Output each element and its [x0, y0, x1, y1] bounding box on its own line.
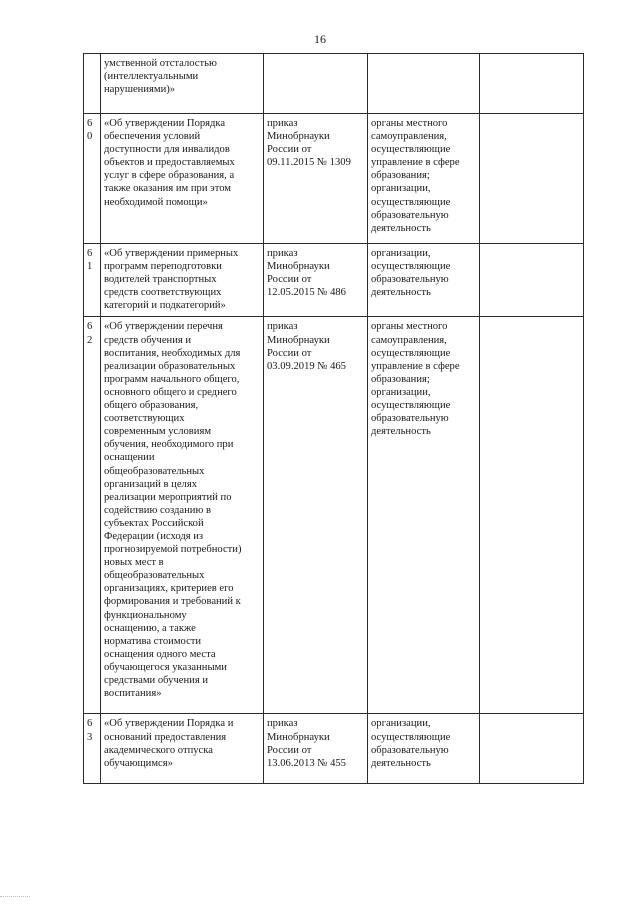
act-title-line: также оказания им при этом	[104, 183, 232, 195]
row-number: 63	[87, 718, 93, 743]
act-title-line: программ начального общего,	[104, 373, 240, 385]
act-title-line: средств соответствующих	[104, 287, 222, 299]
act-title-line: общеобразовательных	[104, 570, 205, 582]
responsible-bodies-line: осуществляющие	[371, 400, 451, 412]
act-title-line: организациях, критериев его	[104, 583, 234, 595]
act-title-line: соответствующих	[104, 413, 185, 425]
responsible-bodies-line: деятельность	[371, 222, 431, 234]
empty-cell	[480, 714, 584, 784]
act-title-cell	[101, 714, 264, 784]
responsible-bodies-line: организации,	[371, 386, 431, 398]
act-title-line: общеобразовательных	[104, 465, 205, 477]
order-reference-line: приказ	[267, 718, 298, 730]
act-title-line: реализации мероприятий по	[104, 491, 232, 503]
act-title-cell	[101, 54, 264, 114]
empty-cell	[480, 317, 584, 714]
regulations-table	[83, 53, 584, 784]
act-title-line: средствами обучения и	[104, 675, 209, 686]
responsible-bodies-line: образовательную	[371, 744, 449, 756]
act-title-line: содействию созданию в	[104, 504, 212, 516]
act-title-line: оснащению, а также	[104, 622, 196, 634]
order-reference-line: России от	[267, 347, 312, 359]
act-title-line: «Об утверждении Порядка и	[104, 718, 234, 730]
table-row	[84, 54, 584, 114]
responsible-bodies-line: образовательную	[371, 274, 449, 286]
row-number: 60	[87, 118, 93, 143]
responsible-bodies-line: осуществляющие	[371, 261, 451, 273]
row-number: 61	[87, 248, 93, 273]
act-title-line: воспитания»	[104, 688, 162, 700]
row-number: 62	[87, 321, 93, 346]
responsible-bodies-line: организации,	[371, 248, 431, 259]
responsible-bodies-line: осуществляющие	[371, 144, 451, 156]
order-reference-line: России от	[267, 274, 312, 286]
order-reference-cell	[264, 714, 368, 784]
responsible-bodies-line: осуществляющие	[371, 347, 451, 359]
act-title-line: оснащении	[104, 452, 155, 464]
act-title-line: организаций в целях	[104, 478, 198, 490]
act-title-line: оснований предоставления	[104, 731, 227, 743]
act-title-line: услуг в сфере образования, а	[104, 170, 235, 182]
act-title-line: функциональному	[104, 609, 187, 621]
act-title-line: объектов и предоставляемых	[104, 157, 235, 169]
act-title-line: обеспечения условий	[104, 131, 201, 143]
act-title-line: воспитания, необходимых для	[104, 347, 241, 359]
responsible-bodies-line: деятельность	[371, 757, 431, 769]
act-title-cell	[101, 114, 264, 244]
empty-cell	[480, 244, 584, 317]
responsible-bodies-line: осуществляющие	[371, 196, 451, 208]
act-title-line: «Об утверждении перечня	[104, 321, 223, 333]
order-reference-cell	[264, 244, 368, 317]
responsible-bodies-cell	[368, 317, 480, 714]
order-reference-line: 03.09.2019 № 465	[267, 360, 346, 372]
act-title-line: программ переподготовки	[104, 261, 222, 273]
responsible-bodies-cell	[368, 54, 480, 114]
table-row	[84, 714, 584, 784]
responsible-bodies-cell	[368, 114, 480, 244]
act-title-line: водителей транспортных	[104, 274, 217, 286]
responsible-bodies-line: самоуправления,	[371, 334, 447, 346]
responsible-bodies-line: органы местного	[371, 118, 448, 129]
act-title-line: формирования и требований к	[104, 596, 241, 608]
act-title-line: умственной отсталостью	[104, 58, 217, 69]
act-title-line: доступности для инвалидов	[104, 144, 230, 156]
act-title-line: оснащения одного места	[104, 648, 216, 660]
scan-artifact	[0, 896, 30, 899]
row-number-cell	[84, 114, 101, 244]
act-title-line: прогнозируемой потребности)	[104, 544, 242, 556]
act-title-line: новых мест в	[104, 557, 164, 569]
empty-cell	[480, 114, 584, 244]
act-title-line: общего образования,	[104, 400, 199, 412]
act-title-line: норматива стоимости	[104, 635, 202, 647]
order-reference-cell	[264, 317, 368, 714]
act-title-line: основного общего и среднего	[104, 386, 237, 398]
act-title-line: (интеллектуальными	[104, 71, 199, 83]
table-row	[84, 114, 584, 244]
act-title-line: современным условиям	[104, 426, 212, 438]
act-title-line: «Об утверждении примерных	[104, 248, 239, 259]
order-reference-line: приказ	[267, 118, 298, 129]
act-title-cell	[101, 317, 264, 714]
order-reference-line: 09.11.2015 № 1309	[267, 157, 351, 169]
act-title-line: необходимой помощи»	[104, 196, 208, 208]
act-title-line: «Об утверждении Порядка	[104, 118, 226, 129]
act-title-line: обучающегося указанными	[104, 661, 227, 673]
row-number-cell	[84, 244, 101, 317]
responsible-bodies-line: деятельность	[371, 287, 431, 299]
row-number-cell	[84, 317, 101, 714]
order-reference-line: 13.06.2013 № 455	[267, 757, 346, 769]
responsible-bodies-line: организации,	[371, 183, 431, 195]
act-title-line: нарушениями)»	[104, 84, 176, 96]
row-number-cell	[84, 714, 101, 784]
order-reference-line: 12.05.2015 № 486	[267, 287, 346, 299]
act-title-line: субъектах Российской	[104, 517, 204, 529]
order-reference-cell	[264, 114, 368, 244]
table-row	[84, 244, 584, 317]
act-title-line: Федерации (исходя из	[104, 530, 204, 542]
act-title-line: категорий и подкатегорий»	[104, 300, 226, 312]
responsible-bodies-cell	[368, 244, 480, 317]
row-number-cell	[84, 54, 101, 114]
responsible-bodies-line: управление в сфере	[371, 157, 460, 169]
responsible-bodies-line: образовательную	[371, 413, 449, 425]
act-title-line: академического отпуска	[104, 744, 213, 756]
table-body	[84, 54, 584, 784]
responsible-bodies-line: управление в сфере	[371, 360, 460, 372]
responsible-bodies-line: организации,	[371, 718, 431, 730]
order-reference-line: России от	[267, 744, 312, 756]
act-title-line: обучения, необходимого при	[104, 439, 234, 451]
act-title-cell	[101, 244, 264, 317]
order-reference-line: Минобрнауки	[267, 334, 330, 346]
responsible-bodies-line: органы местного	[371, 321, 448, 333]
responsible-bodies-line: образовательную	[371, 209, 449, 221]
responsible-bodies-line: деятельность	[371, 426, 431, 438]
responsible-bodies-cell	[368, 714, 480, 784]
act-title-line: обучающимся»	[104, 757, 173, 769]
order-reference-cell	[264, 54, 368, 114]
table-row	[84, 317, 584, 714]
responsible-bodies-line: осуществляющие	[371, 731, 451, 743]
order-reference-line: Минобрнауки	[267, 131, 330, 143]
responsible-bodies-line: образования;	[371, 170, 430, 182]
order-reference-line: Минобрнауки	[267, 261, 330, 273]
act-title-line: реализации образовательных	[104, 360, 236, 372]
order-reference-line: России от	[267, 144, 312, 156]
empty-cell	[480, 54, 584, 114]
responsible-bodies-line: образования;	[371, 373, 430, 385]
order-reference-line: приказ	[267, 321, 298, 333]
responsible-bodies-line: самоуправления,	[371, 131, 447, 143]
order-reference-line: Минобрнауки	[267, 731, 330, 743]
order-reference-line: приказ	[267, 248, 298, 259]
page-number: 16	[314, 32, 326, 46]
act-title-line: средств обучения и	[104, 334, 192, 346]
